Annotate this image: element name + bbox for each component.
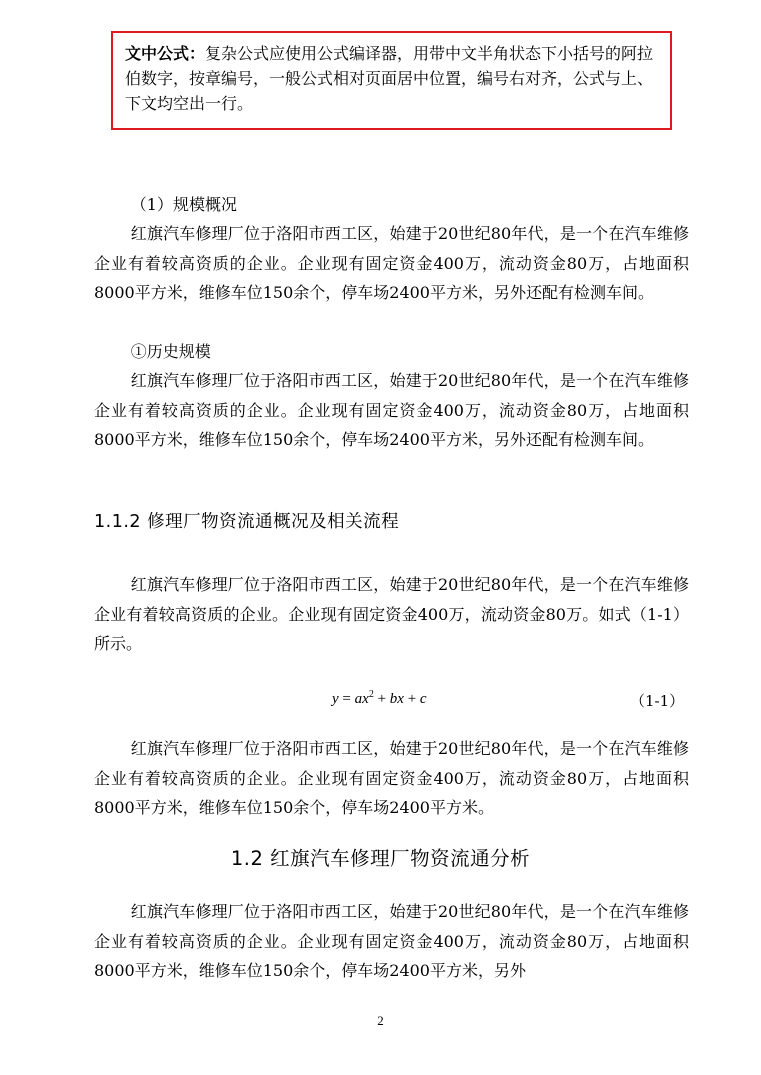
formula-y: y bbox=[332, 691, 339, 707]
formula-c: c bbox=[419, 691, 427, 707]
formula-equals: = bbox=[338, 691, 355, 707]
formula-plus-2: + bbox=[403, 691, 420, 707]
note-text: 复杂公式应使用公式编译器，用带中文半角状态下小括号的阿拉伯数字，按章编号，一般公式相对页面居中位置，编号右对齐，公式与上、下文均空出一行。 bbox=[125, 44, 654, 113]
subheading-scale-overview: （1）规模概况 bbox=[130, 195, 237, 214]
formula-exponent: 2 bbox=[368, 689, 374, 700]
note-label: 文中公式： bbox=[125, 44, 206, 63]
heading-1-2: 1.2 红旗汽车修理厂物资流通分析 bbox=[230, 847, 531, 870]
subheading-history-scale: ①历史规模 bbox=[130, 342, 211, 361]
paragraph-analysis: 红旗汽车修理厂位于洛阳市西工区，始建于20世纪80年代，是一个在汽车维修企业有着较高资质的企业。企业现有固定资金400万，流动资金80万，占地面积8000平方米，维修车位150余个，停车场2400平方米，另外 bbox=[94, 902, 689, 980]
formula-guideline-note bbox=[111, 31, 672, 130]
paragraph-history-scale: 红旗汽车修理厂位于洛阳市西工区，始建于20世纪80年代，是一个在汽车维修企业有着较高资质的企业。企业现有固定资金400万，流动资金80万，占地面积8000平方米，维修车位150余个，停车场2400平方米，另外还配有检测车间。 bbox=[94, 371, 689, 449]
paragraph-material-flow: 红旗汽车修理厂位于洛阳市西工区，始建于20世纪80年代，是一个在汽车维修企业有着较高资质的企业。企业现有固定资金400万，流动资金80万。如式（1-1）所示。 bbox=[94, 575, 689, 653]
page-number: 2 bbox=[377, 1013, 384, 1028]
paragraph-after-formula: 红旗汽车修理厂位于洛阳市西工区，始建于20世纪80年代，是一个在汽车维修企业有着较高资质的企业。企业现有固定资金400万，流动资金80万，占地面积8000平方米，维修车位150余个，停车场2400平方米。 bbox=[94, 739, 689, 817]
formula-ax: ax bbox=[354, 691, 369, 707]
formula-plus-1: + bbox=[373, 691, 390, 707]
formula-bx: bx bbox=[389, 691, 404, 707]
paragraph-scale-overview: 红旗汽车修理厂位于洛阳市西工区，始建于20世纪80年代，是一个在汽车维修企业有着较高资质的企业。企业现有固定资金400万，流动资金80万，占地面积8000平方米，维修车位150余个，停车场2400平方米，另外还配有检测车间。 bbox=[94, 224, 689, 302]
equation-number: （1-1） bbox=[630, 692, 685, 710]
formula-1-1 bbox=[332, 689, 427, 708]
heading-1-1-2: 1.1.2 修理厂物资流通概况及相关流程 bbox=[94, 512, 400, 532]
